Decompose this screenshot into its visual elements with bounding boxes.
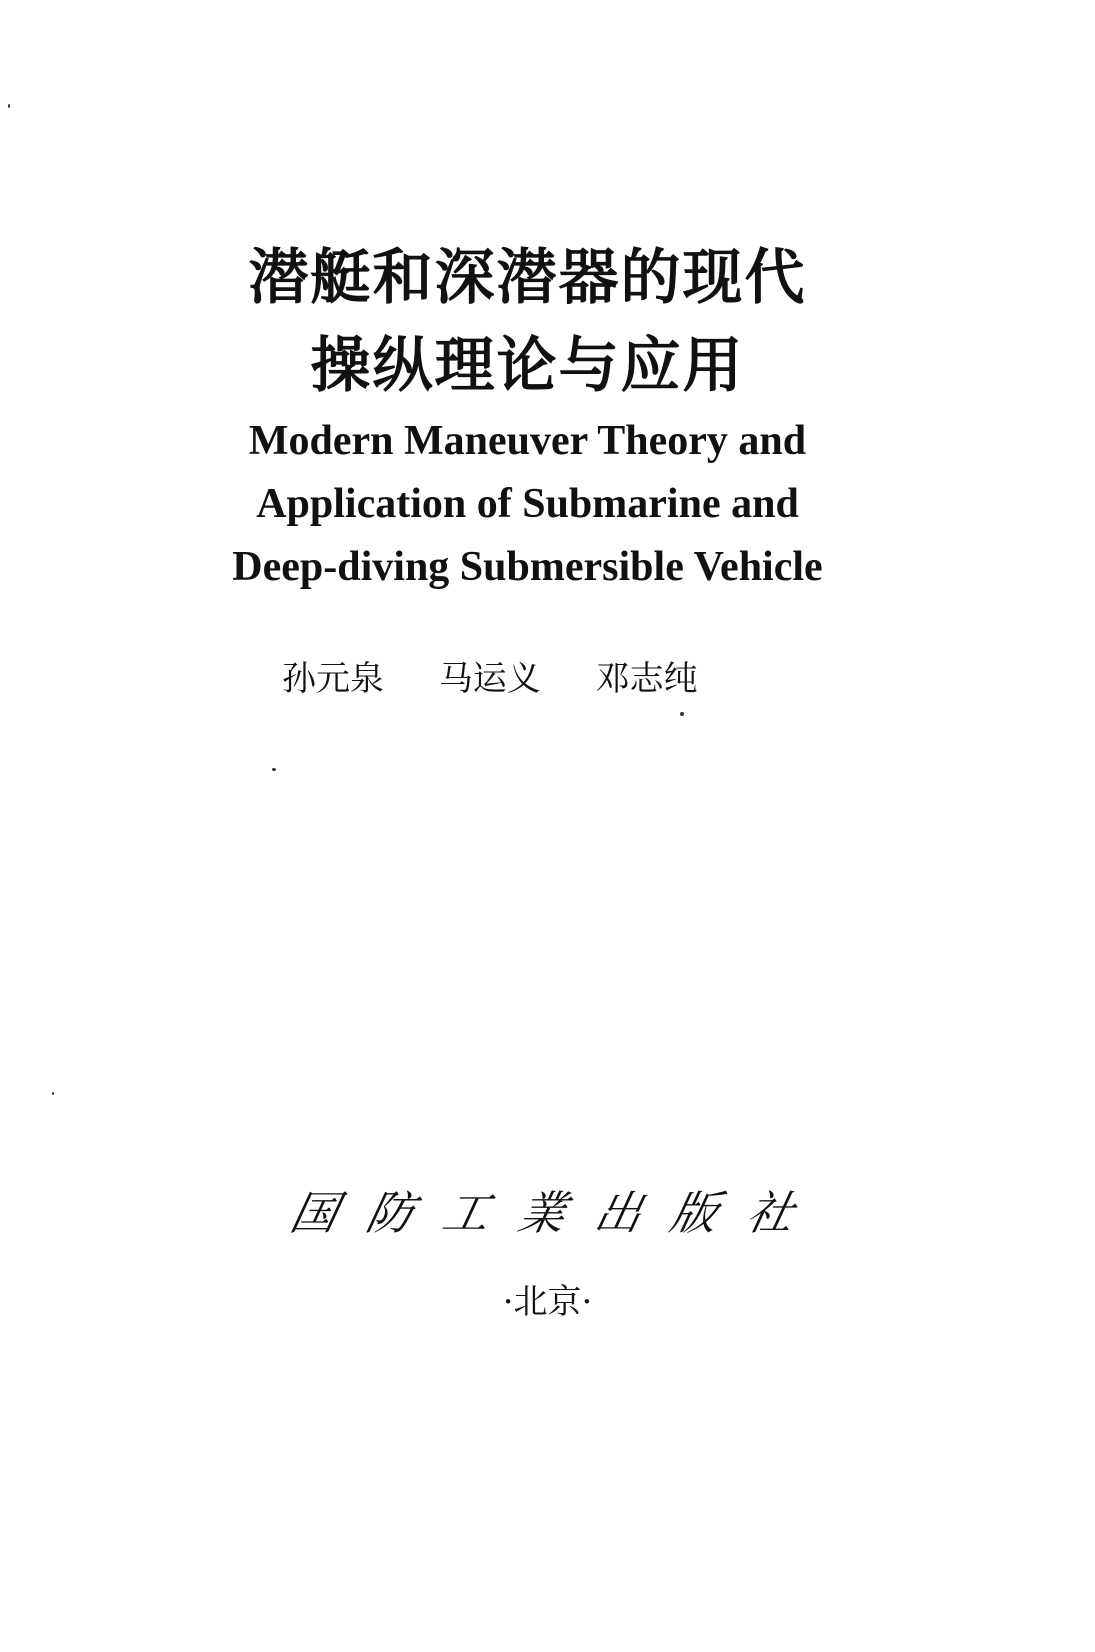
- author-list: [282, 659, 698, 699]
- author-name: 孙元泉: [282, 659, 384, 699]
- publisher-city: ·北京·: [502, 1282, 593, 1322]
- scan-speck: [680, 712, 684, 716]
- english-title-line-1: Modern Maneuver Theory and: [248, 418, 807, 464]
- scan-speck: [272, 768, 276, 771]
- english-title-line-3: Deep-diving Submersible Vehicle: [232, 544, 823, 590]
- publisher-name: 国防工業出版社: [285, 1186, 830, 1240]
- chinese-title-line-1: 潜艇和深潜器的现代: [248, 243, 807, 313]
- english-title-line-2: Application of Submarine and: [256, 481, 799, 527]
- author-name: 马运义: [438, 659, 541, 699]
- author-name: 邓志纯: [595, 659, 698, 699]
- scan-speck: [8, 104, 10, 108]
- chinese-title-line-2: 操纵理论与应用: [310, 331, 745, 401]
- scan-speck: [52, 1092, 54, 1095]
